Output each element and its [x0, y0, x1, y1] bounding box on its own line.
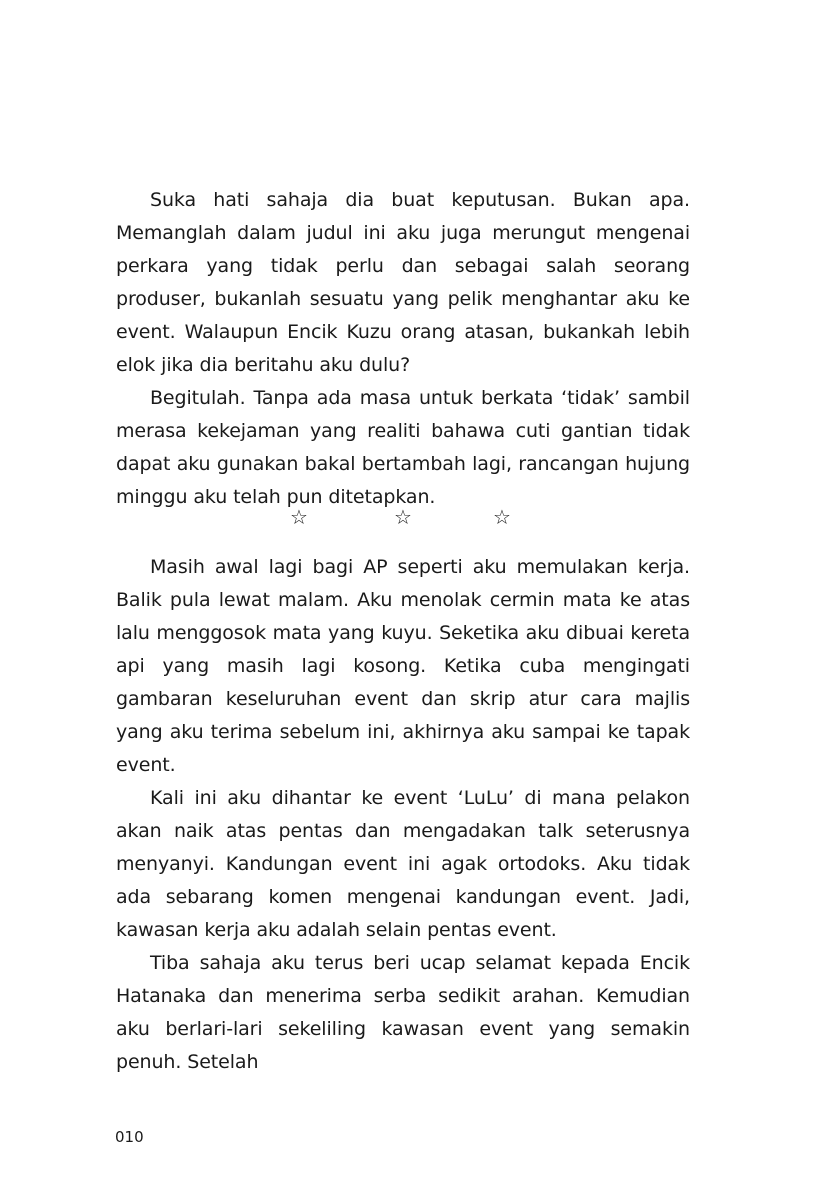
text-section-1 [116, 184, 690, 514]
page-number: 010 [115, 1128, 144, 1146]
paragraph: Tiba sahaja aku terus beri ucap selamat kepada Encik Hatanaka dan menerima serba sedikit arahan. Kemudian aku berlari-lari sekeliling kawasan event yang semakin penuh. Setelah [116, 952, 690, 1073]
star-icon: ☆ [394, 505, 412, 529]
paragraph: Kali ini aku dihantar ke event ‘LuLu’ di mana pelakon akan naik atas pentas dan mengadakan talk seterusnya menyanyi. Kandungan event ini agak ortodoks. Aku tidak ada sebarang komen mengenai kandungan event. Jadi, kawasan kerja aku adalah selain pentas event. [116, 787, 690, 941]
text-section-2 [116, 551, 690, 1079]
paragraph: Suka hati sahaja dia buat keputusan. Bukan apa. Memanglah dalam judul ini aku juga merungut mengenai perkara yang tidak perlu dan sebagai salah seorang produser, bukanlah sesuatu yang pelik menghantar aku ke event. Walaupun Encik Kuzu orang atasan, bukankah lebih elok jika dia beritahu aku dulu? [116, 189, 690, 376]
star-icon: ☆ [290, 505, 308, 529]
scene-break-separator [0, 502, 825, 532]
paragraph: Masih awal lagi bagi AP seperti aku memulakan kerja. Balik pula lewat malam. Aku menolak cermin mata ke atas lalu menggosok mata yang kuyu. Seketika aku dibuai kereta api yang masih lagi kosong. Ketika cuba mengingati gambaran keseluruhan event dan skrip atur cara majlis yang aku terima sebelum ini, akhirnya aku sampai ke tapak event. [116, 556, 690, 776]
paragraph: Begitulah. Tanpa ada masa untuk berkata ‘tidak’ sambil merasa kekejaman yang realiti bahawa cuti gantian tidak dapat aku gunakan bakal bertambah lagi, rancangan hujung minggu aku telah pun ditetapkan. [116, 387, 690, 508]
star-icon: ☆ [493, 505, 511, 529]
